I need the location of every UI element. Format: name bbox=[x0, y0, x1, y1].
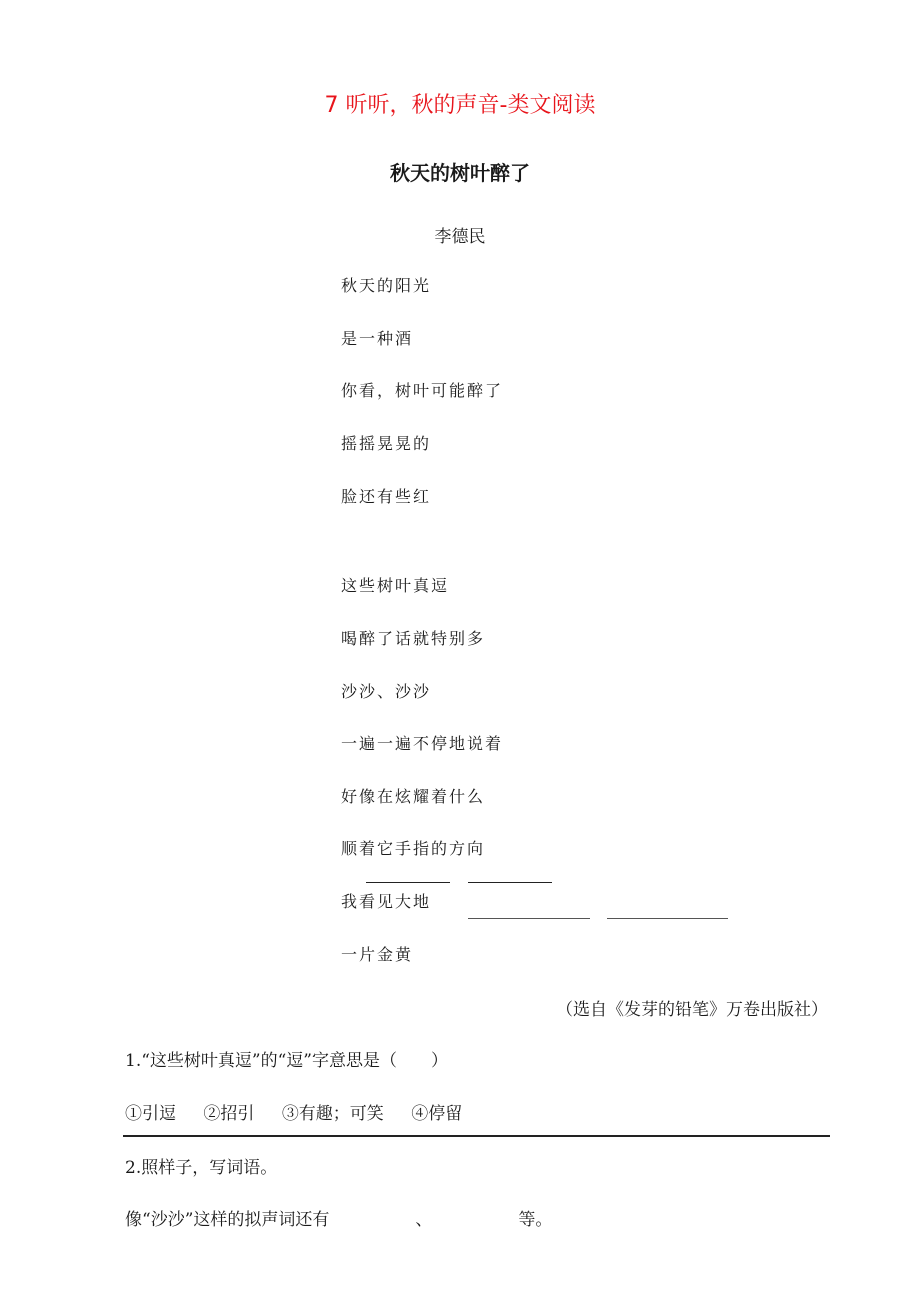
question-2-suffix: 等。 bbox=[518, 1210, 553, 1230]
poem-line: 是一种酒 bbox=[341, 329, 414, 348]
poem-line: 这些树叶真逗 bbox=[341, 576, 450, 595]
document-title: 7 听听，秋的声音-类文阅读 bbox=[324, 93, 596, 118]
option-c[interactable]: ③有趣；可笑 bbox=[281, 1104, 384, 1124]
poem-line: 喝醉了话就特别多 bbox=[341, 629, 486, 648]
question-2-separator: 、 bbox=[415, 1210, 433, 1230]
underline-mark bbox=[366, 882, 450, 883]
question-2-line bbox=[125, 1205, 552, 1230]
question-1-options bbox=[125, 1099, 484, 1124]
question-1-stem: 1.“这些树叶真逗”的“逗”字意思是（ ） bbox=[125, 1051, 448, 1071]
underline-mark bbox=[468, 882, 552, 883]
poem-title: 秋天的树叶醉了 bbox=[390, 161, 530, 185]
section-divider bbox=[123, 1135, 830, 1137]
question-2-prefix: 像“沙沙”这样的拟声词还有 bbox=[125, 1210, 330, 1230]
underline-mark bbox=[607, 918, 728, 919]
poem-source: （选自《发芽的铅笔》万卷出版社） bbox=[556, 1000, 828, 1020]
poem-line: 摇摇晃晃的 bbox=[341, 434, 432, 453]
poem-line: 你看，树叶可能醉了 bbox=[341, 381, 504, 400]
option-a[interactable]: ①引逗 bbox=[125, 1104, 176, 1124]
poem-line: 一片金黄 bbox=[341, 945, 414, 964]
poem-line: 沙沙、沙沙 bbox=[341, 682, 432, 701]
poem-line: 我看见大地 bbox=[341, 892, 432, 911]
poem-line: 好像在炫耀着什么 bbox=[341, 787, 486, 806]
poem-author: 李德民 bbox=[434, 227, 486, 247]
poem-line: 一遍一遍不停地说着 bbox=[341, 734, 504, 753]
poem-line: 秋天的阳光 bbox=[341, 276, 432, 295]
option-b[interactable]: ②招引 bbox=[203, 1104, 255, 1124]
underline-mark bbox=[468, 918, 590, 919]
poem-line: 顺着它手指的方向 bbox=[341, 839, 486, 858]
question-2-stem: 2.照样子，写词语。 bbox=[125, 1158, 278, 1178]
poem-line: 脸还有些红 bbox=[341, 487, 432, 506]
option-d[interactable]: ④停留 bbox=[411, 1104, 463, 1124]
